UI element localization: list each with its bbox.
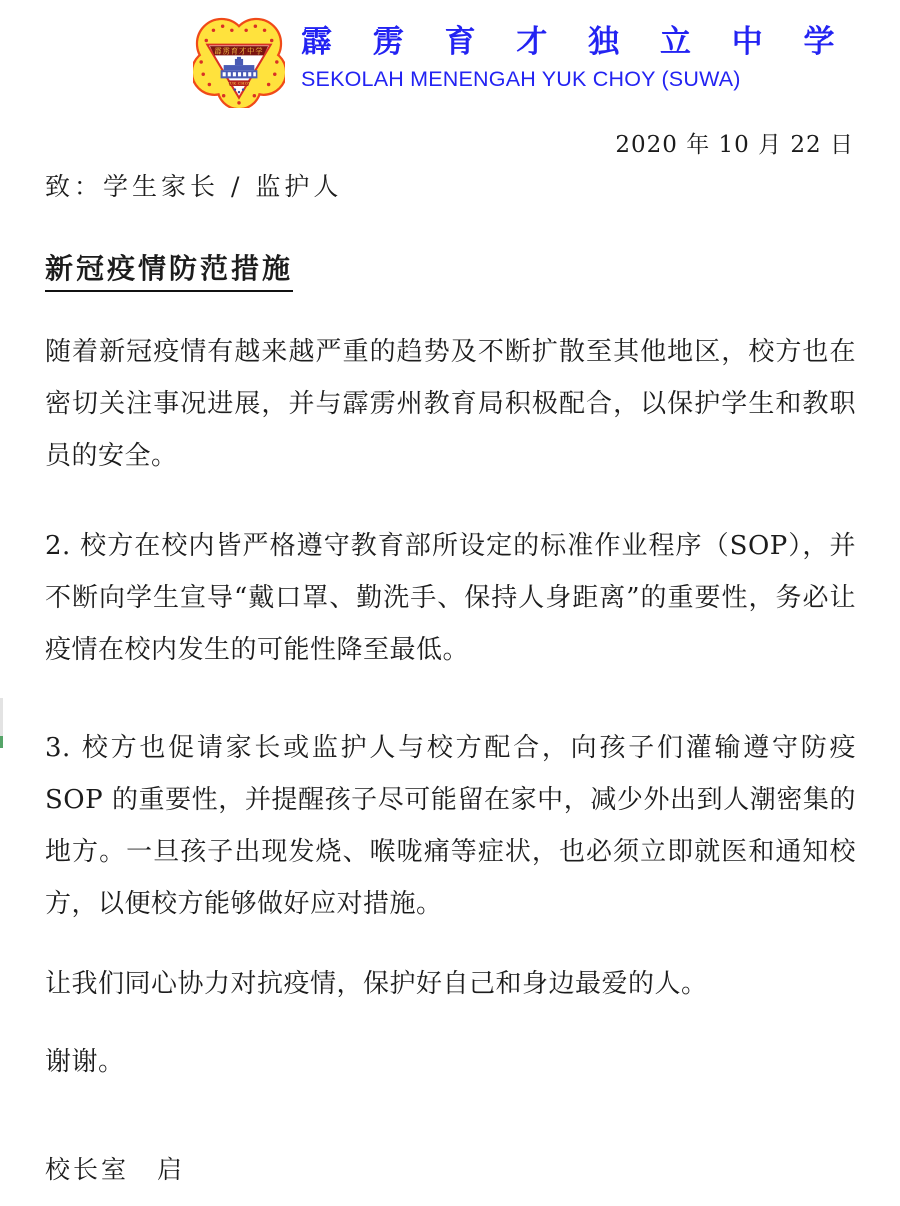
- closing-line: 校长室 启: [45, 1155, 186, 1184]
- letterhead: [193, 0, 900, 108]
- letter-body: [45, 326, 856, 1088]
- school-crest-icon: [193, 16, 285, 108]
- scan-edge-line: [0, 698, 3, 739]
- school-name-chinese: 霹 雳 育 才 独 立 中 学: [301, 24, 850, 60]
- logo-band-text: 霹雳育才中学: [214, 46, 264, 56]
- letter-date: 2020 年 10 月 22 日: [615, 132, 854, 158]
- school-name-malay: SEKOLAH MENENGAH YUK CHOY (SUWA): [301, 67, 741, 91]
- school-logo: [193, 16, 285, 108]
- paragraph-thanks: 谢谢。: [45, 1047, 125, 1077]
- paragraph-intro: 随着新冠疫情有越来越严重的趋势及不断扩散至其他地区，校方也在密切关注事况进展，并与霹雳州教育局积极配合，以保护学生和教职员的安全。: [45, 337, 856, 471]
- recipient-line: 致：学生家长 / 监护人: [45, 172, 343, 201]
- paragraph-point-3: 3. 校方也促请家长或监护人与校方配合，向孩子们灌输遵守防疫 SOP 的重要性，并提醒孩子尽可能留在家中，减少外出到人潮密集的地方。一旦孩子出现发烧、喉咙痛等症状，也必须立即就医和通知校方，以便校方能够做好应对措施。: [45, 733, 856, 919]
- letterhead-text: [301, 16, 850, 94]
- paragraph-point-2: 2. 校方在校内皆严格遵守教育部所设定的标准作业程序（SOP），并不断向学生宣导“戴口罩、勤洗手、保持人身距离”的重要性，务必让疫情在校内发生的可能性降至最低。: [45, 531, 856, 665]
- scan-edge-mark: [0, 736, 3, 748]
- logo-ribbon-text: YUK CHOY: [226, 81, 252, 86]
- subject-title: 新冠疫情防范措施: [45, 247, 293, 292]
- paragraph-appeal: 让我们同心协力对抗疫情，保护好自己和身边最爱的人。: [45, 969, 708, 999]
